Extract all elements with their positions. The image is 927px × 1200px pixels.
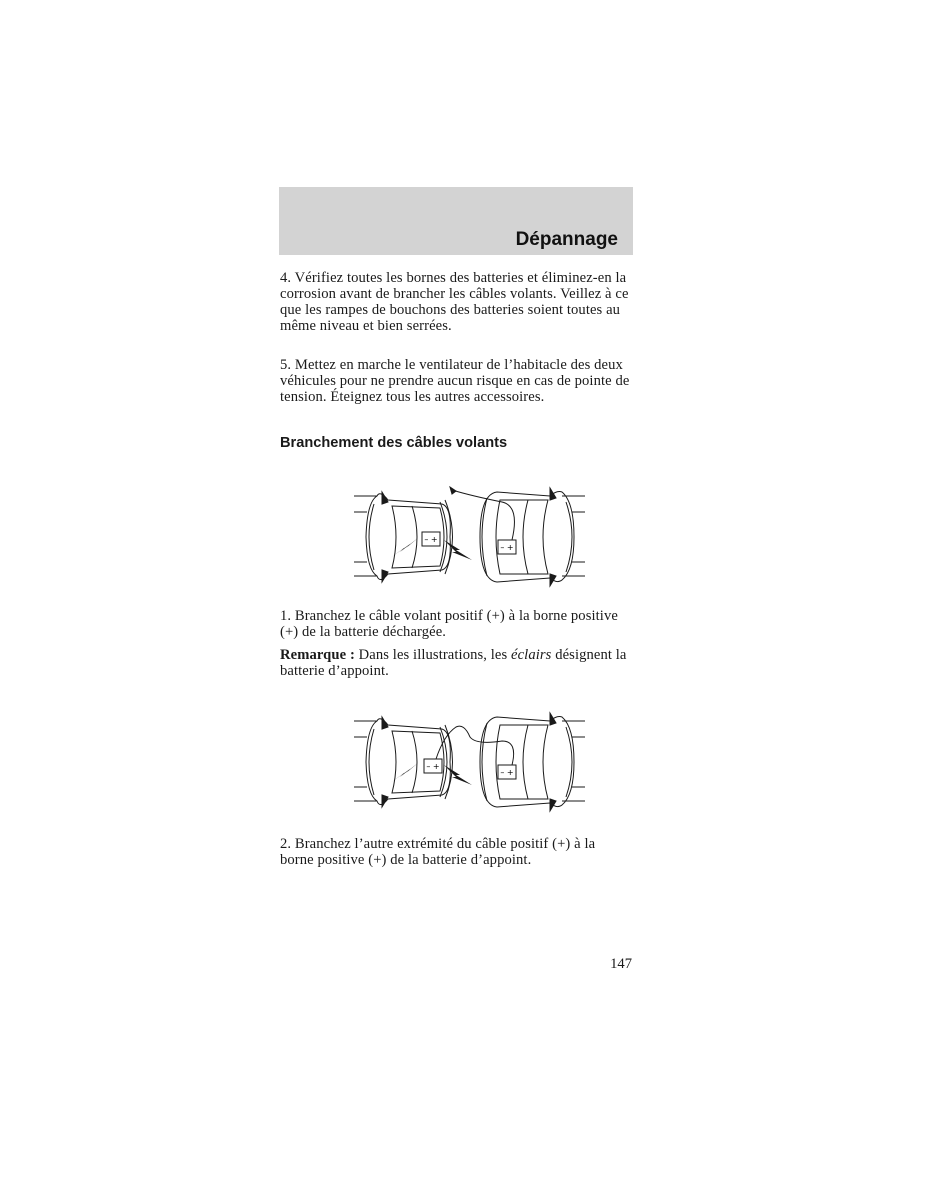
jump-start-figure-1 <box>352 482 587 590</box>
lightning-bolt-icon <box>444 765 472 785</box>
battery-icon <box>498 540 516 554</box>
step-5-paragraph: 5. Mettez en marche le ventilateur de l’habitacle des deux véhicules pour ne prendre aucun risque en cas de pointe de tension. Éteignez tous les autres accessoires. <box>280 357 630 405</box>
lightning-bolt-icon <box>390 538 418 558</box>
note-text-before: Dans les illustrations, les <box>354 647 512 663</box>
svg-text:– +: – + <box>500 543 514 552</box>
subheading-jumper-cables: Branchement des câbles volants <box>280 435 508 451</box>
note-text-after: désignent la batterie d’appoint. <box>280 647 627 679</box>
svg-text:– +: – + <box>500 768 514 777</box>
cars-diagram-2 <box>352 707 587 815</box>
step-2-paragraph: 2. Branchez l’autre extrémité du câble positif (+) à la borne positive (+) de la batterie d’appoint. <box>280 836 596 868</box>
cars-diagram-1 <box>352 482 587 590</box>
lightning-bolt-icon <box>390 763 418 783</box>
step-1-paragraph: 1. Branchez le câble volant positif (+) à la borne positive (+) de la batterie déchargée. <box>280 608 618 640</box>
note-paragraph <box>280 647 632 679</box>
jump-start-figure-2 <box>352 707 587 815</box>
page-number: 147 <box>610 956 632 972</box>
right-car-drawing <box>480 713 585 811</box>
right-car-drawing <box>480 488 585 586</box>
lightning-bolt-icon <box>444 540 472 560</box>
note-italic-word: éclairs <box>511 647 552 663</box>
step-4-paragraph: 4. Vérifiez toutes les bornes des batteries et éliminez-en la corrosion avant de brancher les câbles volants. Veillez à ce que les rampes de bouchons des batteries soient toutes au même niveau et bien serrées. <box>280 270 629 334</box>
battery-icon <box>422 532 440 546</box>
battery-icon <box>424 759 442 773</box>
section-header-band <box>279 187 633 255</box>
battery-icon <box>498 765 516 779</box>
note-label: Remarque : <box>280 647 355 663</box>
svg-text:– +: – + <box>424 535 438 544</box>
section-title: Dépannage <box>515 229 618 250</box>
svg-text:– +: – + <box>426 762 440 771</box>
